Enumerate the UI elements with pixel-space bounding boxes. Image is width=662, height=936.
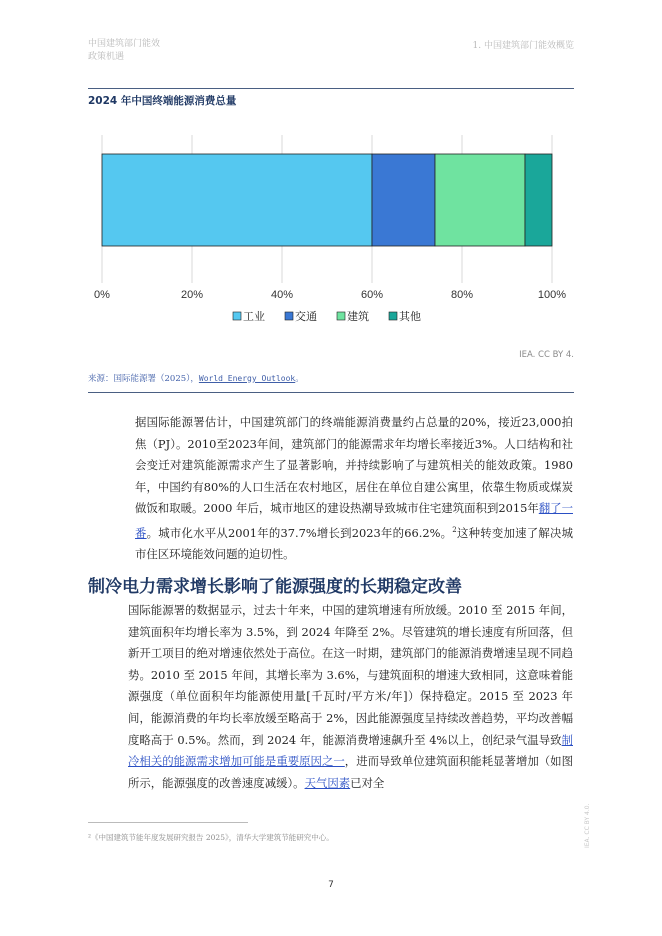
- x-tick-label: 0%: [94, 289, 110, 301]
- running-header-left: [88, 38, 228, 64]
- section-heading: 制冷电力需求增长影响了能源强度的长期稳定改善: [88, 577, 462, 597]
- x-tick-label: 60%: [360, 289, 384, 301]
- source-suffix: 。: [295, 374, 304, 384]
- legend-label: 交通: [295, 310, 317, 323]
- stacked-bar-chart: [80, 115, 590, 345]
- source-prefix: 来源：国际能源署（2025），: [88, 374, 199, 384]
- para1-text-1: 据国际能源署估计，中国建筑部门的终端能源消费量约占总量的20%，接近23,000拍焦（PJ）。2010至2023年间，建筑部门的能源需求年均增长率接近3%。人口结构和社会变迁对建筑能源需求产生了显著影响，并持续影响了与建筑相关的能效政策。1980年，中国约有80%的人口生活在农村地区，居住在单位自建公寓里，依靠生物质或煤炭做饭和取暖。2000 年后，城市地区的建设热潮导致城市住宅建筑面积到2015年: [135, 415, 573, 516]
- para2-text-1: 国际能源署的数据显示，过去十年来，中国的建筑增速有所放缓。2010 至 2015 年间，建筑面积年均增长率为 3.5%，到 2024 年降至 2%。尽管建筑的增长速度有所回落，但新开工项目的绝对增速依然处于高位。在这一时期，建筑部门的能源消费增速呈现不同趋势。2010 至 2015 年间，其增长率为 3.6%，与建筑面积的增速大致相同，这意味着能源强度（单位面积年均能源使用量[千瓦时/平方米/年]）保持稳定。2015 至 2023 年间，能源消费的年均长率放缓至略高于 2%，因此能源强度呈持续改善趋势，平均改善幅度略高于 0.5%。然而，到 2024 年，能源消费增速飙升至 4%以上，创纪录气温导致: [128, 603, 573, 747]
- legend-label: 建筑: [347, 310, 369, 323]
- bar-segment-建筑: [435, 154, 525, 246]
- body-paragraph-2: [128, 600, 573, 794]
- legend-swatch: [337, 312, 345, 320]
- figure-credit: IEA. CC BY 4.: [519, 350, 574, 360]
- x-tick-label: 40%: [270, 289, 294, 301]
- legend-swatch: [285, 312, 293, 320]
- footnote: ²《中国建筑节能年度发展研究报告 2025》，清华大学建筑节能研究中心。: [88, 833, 334, 842]
- para2-link-weather[interactable]: 天气因素: [304, 775, 351, 790]
- body-paragraph-1: [135, 412, 573, 566]
- legend-label: 工业: [243, 310, 265, 323]
- x-tick-label: 80%: [450, 289, 474, 301]
- legend-label: 其他: [399, 310, 421, 323]
- para1-text-3: 这种转变加速了解决城市住区环境能效问题的迫切性。: [135, 525, 573, 562]
- running-header-right: 1. 中国建筑部门能效概览: [472, 41, 574, 51]
- figure-top-rule: [88, 88, 574, 89]
- x-tick-label: 100%: [537, 289, 567, 301]
- figure-source: [88, 372, 304, 384]
- para2-text-3: 已对全: [350, 775, 385, 790]
- legend-swatch: [389, 312, 397, 320]
- figure-title: 2024 年中国终端能源消费总量: [88, 95, 237, 107]
- footnote-rule: [88, 822, 248, 823]
- para2-text-2: ，进而导致单位建筑面积能耗显著增加（如图所示，能源强度的改善速度减缓）。: [128, 754, 573, 790]
- page-number: 7: [328, 880, 334, 890]
- header-left-line1: 中国建筑部门能效: [88, 39, 161, 49]
- header-left-line2: 政策机遇: [88, 52, 125, 62]
- para2-link-cooling[interactable]: 制冷相关的能源需求增加可能是重要原因之一: [128, 732, 573, 769]
- para1-text-2: 。城市化水平从2001年的37.7%增长到2023年的66.2%。: [146, 525, 453, 540]
- bar-segment-工业: [102, 154, 372, 246]
- bar-segment-其他: [525, 154, 552, 246]
- bar-segment-交通: [372, 154, 435, 246]
- source-link[interactable]: World Energy Outlook: [198, 374, 296, 383]
- x-tick-label: 20%: [180, 289, 204, 301]
- para1-link[interactable]: 翻了一番: [135, 501, 573, 540]
- figure-bottom-rule: [88, 392, 574, 393]
- side-credit: IEA. CC BY 4.0.: [584, 803, 591, 848]
- footnote-reference[interactable]: 2: [452, 525, 457, 534]
- legend-swatch: [233, 312, 241, 320]
